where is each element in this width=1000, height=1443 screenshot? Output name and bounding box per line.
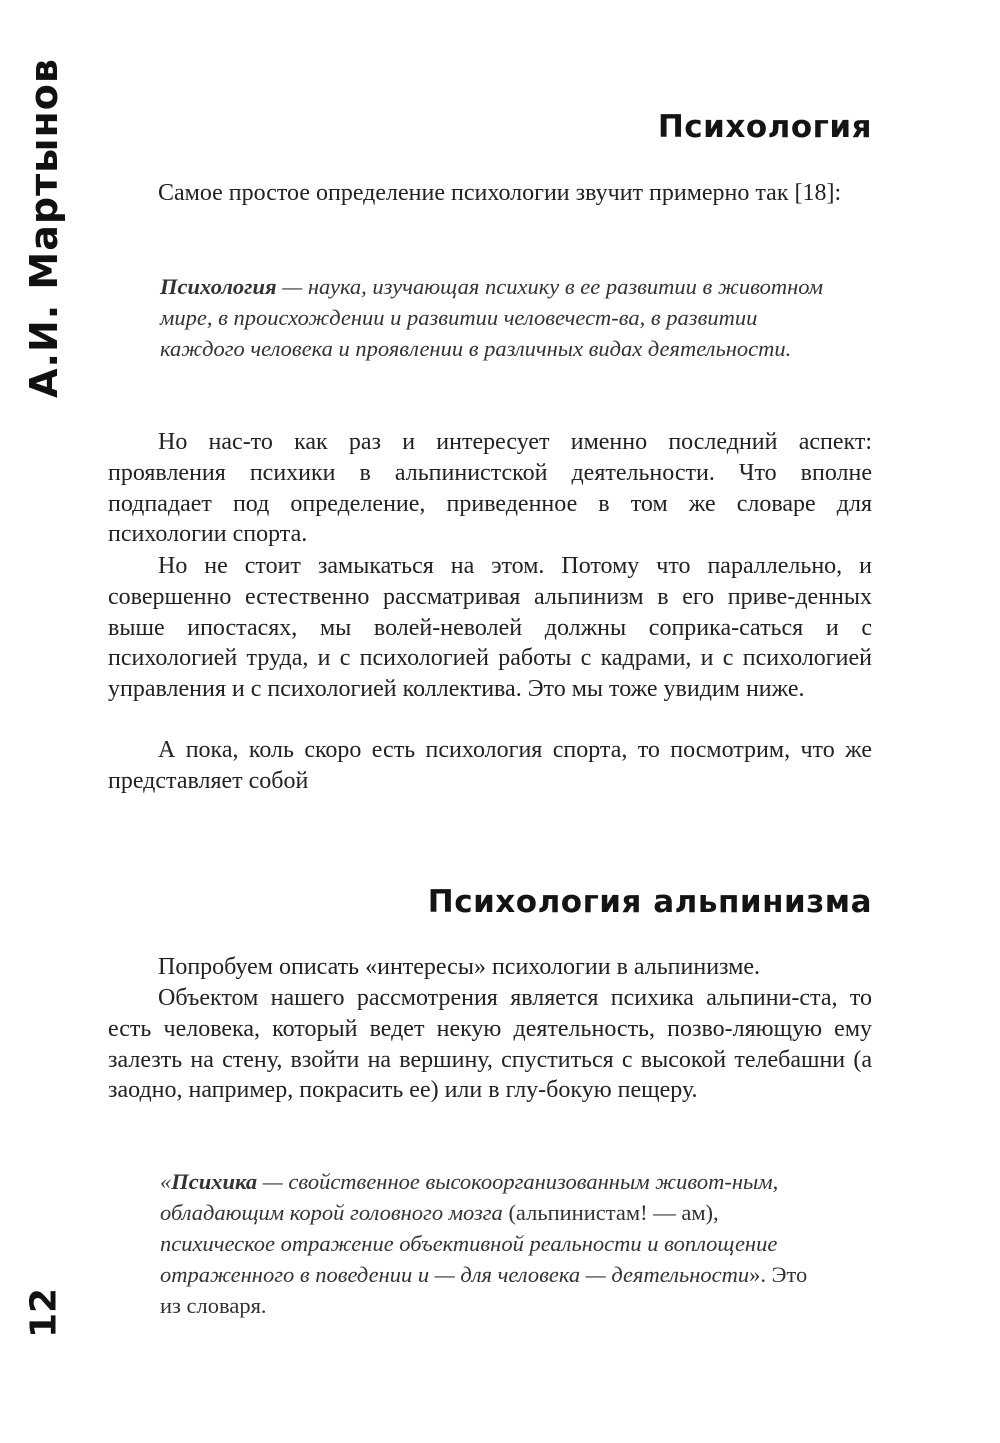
body-paragraph: Объектом нашего рассмотрения является психика альпини-ста, то есть человека, который ведет некую деятельность, позво-ляющую ему залезть на стену, взойти на вершину, спуститься с высокой телебашни (а заодно, например, покрасить ее) или в глу-бокую пещеру. <box>108 985 872 1104</box>
body-paragraph: Попробуем описать «интересы» психологии в альпинизме. <box>158 954 761 980</box>
running-head <box>22 58 66 398</box>
psyche-definition-quote <box>160 1166 824 1321</box>
quote-close-mark: ». <box>749 1262 766 1287</box>
source-note: Это из словаря. <box>160 1262 808 1318</box>
quote-open-mark: « <box>160 1169 172 1194</box>
page-number <box>24 1288 64 1338</box>
definition-term: Психология <box>160 274 277 299</box>
body-paragraph: Но не стоит замыкаться на этом. Потому что параллельно, и совершенно естественно рассматривая альпинизм в его приве-денных выше ипостасях, мы волей-неволей должны соприка-саться и с психологией труда, и с психологией работы с кадрами, и с психологией управления и с психологией коллектива. Это мы тоже увидим ниже. <box>108 553 872 703</box>
running-head-text: А.И. Мартынов <box>22 58 66 398</box>
psyche-definition-text-a: — свойственное высокоорганизованным живот-ным, обладающим корой головного мозга <box>160 1169 779 1225</box>
body-paragraph: А пока, коль скоро есть психология спорта, то посмотрим, что же представляет собой <box>108 737 872 794</box>
section-heading-psychology: Психология <box>657 109 872 145</box>
page-number-text: 12 <box>23 1287 65 1339</box>
definition-text: — наука, изучающая психику в ее развитии в животном мире, в происхождении и развитии человечест-ва, в развитии каждого человека и проявлении в различных видах деятельности. <box>160 274 823 361</box>
section-heading-mountaineering-psychology: Психология альпинизма <box>427 884 872 920</box>
intro-paragraph: Самое простое определение психологии звучит примерно так [18]: <box>158 180 842 206</box>
psyche-term: Психика <box>171 1169 258 1194</box>
body-paragraph: Но нас-то как раз и интересует именно последний аспект: проявления психики в альпинистской деятельности. Что вполне подпадает под определение, приведенное в том же словаре для психологии спорта. <box>108 429 872 548</box>
psyche-definition-text-b: , психическое отражение объективной реальности и воплощение отраженного в поведении и — для человека — деятельности <box>160 1200 778 1287</box>
author-remark: (альпинистам! — ам) <box>508 1200 714 1225</box>
definition-quote <box>160 271 824 364</box>
